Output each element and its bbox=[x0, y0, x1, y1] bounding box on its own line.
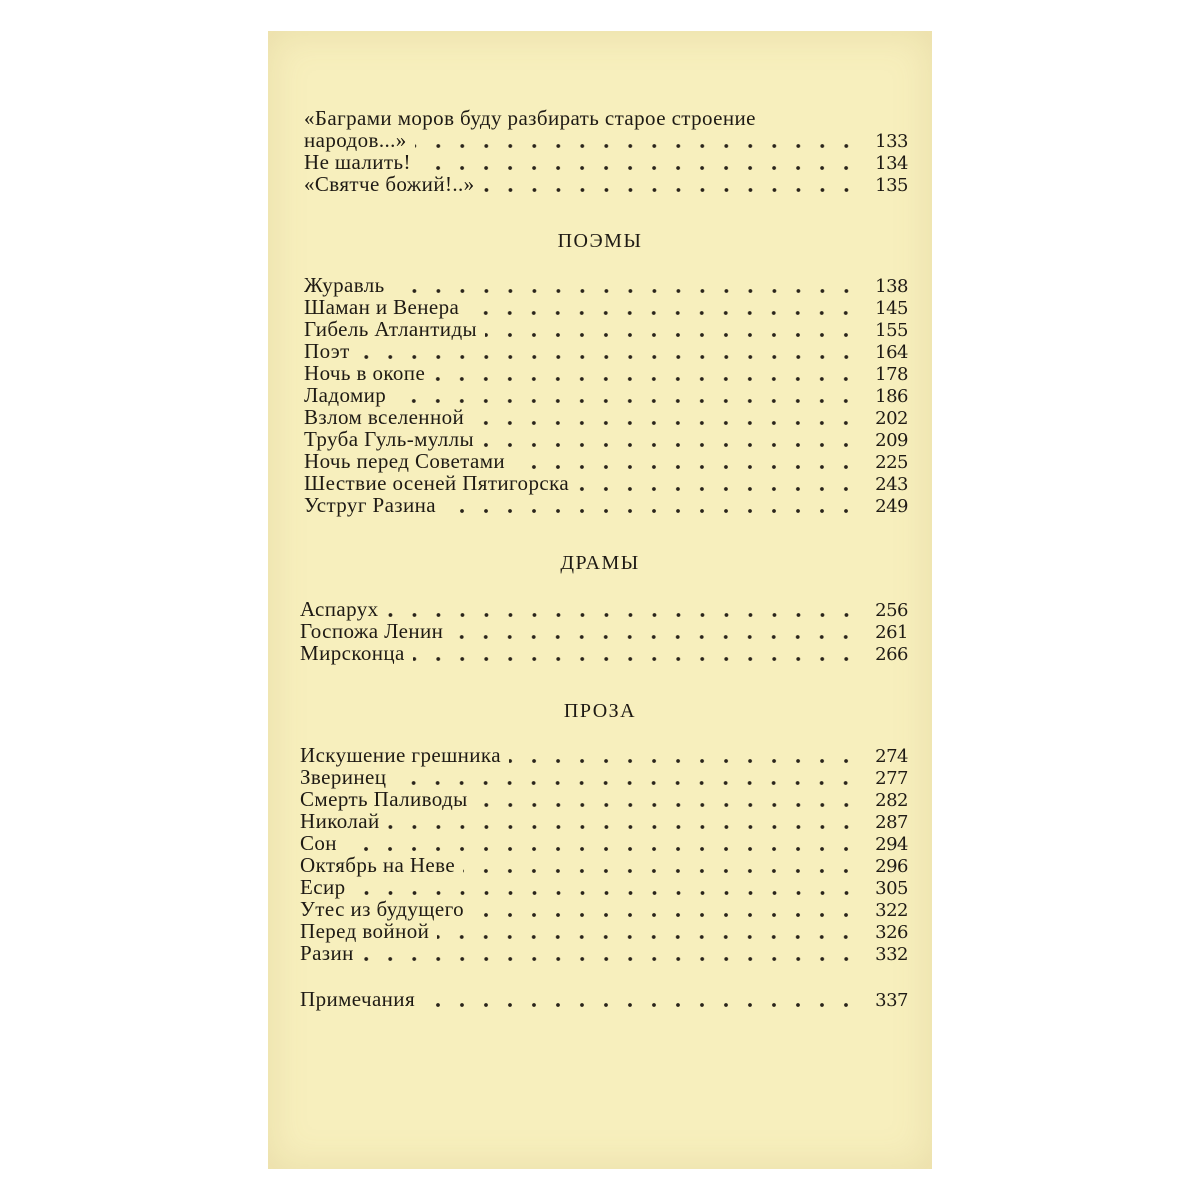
toc-entry bbox=[300, 832, 908, 854]
dot-leader bbox=[472, 421, 858, 425]
dot-leader bbox=[485, 333, 858, 337]
dot-leader bbox=[476, 803, 858, 807]
dot-leader bbox=[577, 487, 858, 491]
toc-entry bbox=[300, 898, 908, 920]
toc-entry-title: Ладомир bbox=[304, 383, 387, 407]
toc-entry-title: Разин bbox=[300, 941, 354, 965]
toc-entry-title: Сон bbox=[300, 831, 337, 855]
toc-entry bbox=[300, 274, 908, 296]
toc-page-number: 277 bbox=[875, 768, 908, 789]
toc-page-number: 332 bbox=[875, 944, 908, 965]
toc-entry bbox=[300, 384, 908, 406]
toc-entry-title: Журавль bbox=[304, 273, 385, 297]
toc-page-number: 282 bbox=[875, 790, 908, 811]
dot-leader bbox=[482, 443, 858, 447]
toc-page-number: 178 bbox=[875, 364, 908, 385]
toc-entry bbox=[300, 406, 908, 428]
toc-page-number: 326 bbox=[875, 922, 908, 943]
dot-leader bbox=[444, 509, 858, 513]
toc-entry-title: Шествие осеней Пятигорска bbox=[304, 471, 570, 495]
toc-page-number: 322 bbox=[875, 900, 908, 921]
dot-leader bbox=[394, 399, 858, 403]
toc-entry-title: Мирсконца bbox=[300, 641, 405, 665]
toc-page-number: 249 bbox=[875, 496, 908, 517]
toc-entry-title: Октябрь на Неве bbox=[300, 853, 456, 877]
toc-entry bbox=[300, 450, 908, 472]
toc-entry-title: Николай bbox=[300, 809, 380, 833]
toc-entry bbox=[300, 744, 908, 766]
dot-leader bbox=[451, 635, 858, 639]
toc-entry-title: Не шалить! bbox=[304, 150, 411, 174]
toc-page-number: 145 bbox=[875, 298, 908, 319]
toc-entry bbox=[300, 362, 908, 384]
dot-leader bbox=[413, 657, 858, 661]
dot-leader bbox=[467, 311, 858, 315]
toc-entry-title-line-1: «Баграми моров буду разбирать старое строение bbox=[304, 106, 756, 130]
toc-entry-title: Ночь перед Советами bbox=[304, 449, 506, 473]
toc-page-number: 209 bbox=[875, 430, 908, 451]
toc-entry bbox=[300, 296, 908, 318]
toc-page-number: 287 bbox=[875, 812, 908, 833]
toc-entry bbox=[300, 428, 908, 450]
toc-entry bbox=[300, 598, 908, 620]
toc-page-number: 134 bbox=[875, 153, 908, 174]
toc-entry bbox=[300, 318, 908, 340]
toc-entry bbox=[300, 810, 908, 832]
toc-page-number: 225 bbox=[875, 452, 908, 473]
toc-page-number: 305 bbox=[875, 878, 908, 899]
toc-page-number: 138 bbox=[875, 276, 908, 297]
toc-entry-title: Перед войной bbox=[300, 919, 430, 943]
dot-leader bbox=[354, 891, 859, 895]
dot-leader bbox=[513, 465, 858, 469]
toc-page-number: 261 bbox=[875, 622, 908, 643]
toc-page-number: 256 bbox=[875, 600, 908, 621]
toc-entry-title: Искушение грешника bbox=[300, 743, 501, 767]
toc-page-number: 186 bbox=[875, 386, 908, 407]
dot-leader bbox=[394, 781, 858, 785]
toc-entry bbox=[300, 788, 908, 810]
toc-page-number: 133 bbox=[875, 131, 908, 152]
toc-entry-title: Ночь в окопе bbox=[304, 361, 426, 385]
section-heading-poems: ПОЭМЫ bbox=[557, 230, 643, 252]
toc-entry-title: Утес из будущего bbox=[300, 897, 464, 921]
toc-entry-title: Поэт bbox=[304, 339, 350, 363]
toc-entry-title: Примечания bbox=[300, 987, 416, 1011]
dot-leader bbox=[393, 289, 858, 293]
toc-entry bbox=[300, 151, 908, 173]
toc-entry-title: Зверинец bbox=[300, 765, 387, 789]
dot-leader bbox=[415, 144, 858, 148]
toc-page-number: 155 bbox=[875, 320, 908, 341]
dot-leader bbox=[387, 613, 858, 617]
toc-entry bbox=[300, 494, 908, 516]
toc-entry bbox=[300, 173, 908, 195]
toc-entry bbox=[300, 340, 908, 362]
toc-entry-title: Шаман и Венера bbox=[304, 295, 460, 319]
toc-entry bbox=[300, 472, 908, 494]
toc-entry bbox=[300, 854, 908, 876]
toc-entry-title: Уструг Разина bbox=[304, 493, 436, 517]
toc-entry-title: народов...» bbox=[304, 128, 407, 152]
dot-leader bbox=[423, 1003, 858, 1007]
toc-entry bbox=[300, 766, 908, 788]
toc-entry bbox=[300, 620, 908, 642]
toc-entry-notes bbox=[300, 988, 908, 1010]
toc-page-number: 164 bbox=[875, 342, 908, 363]
toc-page-number: 243 bbox=[875, 474, 908, 495]
toc-entry-title: Есир bbox=[300, 875, 346, 899]
toc-entry-title: Смерть Паливоды bbox=[300, 787, 468, 811]
toc-page-number: 274 bbox=[875, 746, 908, 767]
dot-leader bbox=[345, 847, 858, 851]
toc-entry-title: Взлом вселенной bbox=[304, 405, 465, 429]
dot-leader bbox=[358, 355, 858, 359]
dot-leader bbox=[483, 188, 858, 192]
dot-leader bbox=[433, 377, 858, 381]
toc-page-number: 135 bbox=[875, 175, 908, 196]
dot-leader bbox=[437, 935, 858, 939]
section-heading-prose: ПРОЗА bbox=[563, 700, 637, 722]
toc-page-number: 296 bbox=[875, 856, 908, 877]
toc-entry-title: Госпожа Ленин bbox=[300, 619, 444, 643]
dot-leader bbox=[509, 759, 858, 763]
toc-entry-title: Гибель Атлантиды bbox=[304, 317, 478, 341]
toc-page-number: 202 bbox=[875, 408, 908, 429]
dot-leader bbox=[463, 869, 858, 873]
toc-page-number: 294 bbox=[875, 834, 908, 855]
toc-entry bbox=[300, 876, 908, 898]
dot-leader bbox=[362, 957, 858, 961]
toc-entry bbox=[300, 942, 908, 964]
toc-entry bbox=[300, 129, 908, 151]
book-page bbox=[268, 31, 932, 1169]
toc-page-number: 266 bbox=[875, 644, 908, 665]
toc-entry bbox=[300, 920, 908, 942]
toc-entry bbox=[300, 642, 908, 664]
toc-entry-title: Аспарух bbox=[300, 597, 379, 621]
section-heading-dramas: ДРАМЫ bbox=[560, 552, 640, 574]
toc-entry-title: Труба Гуль-муллы bbox=[304, 427, 475, 451]
dot-leader bbox=[472, 913, 858, 917]
toc-entry-title: «Святче божий!..» bbox=[304, 172, 475, 196]
toc-page-number: 337 bbox=[875, 990, 908, 1011]
dot-leader bbox=[419, 166, 858, 170]
dot-leader bbox=[388, 825, 858, 829]
